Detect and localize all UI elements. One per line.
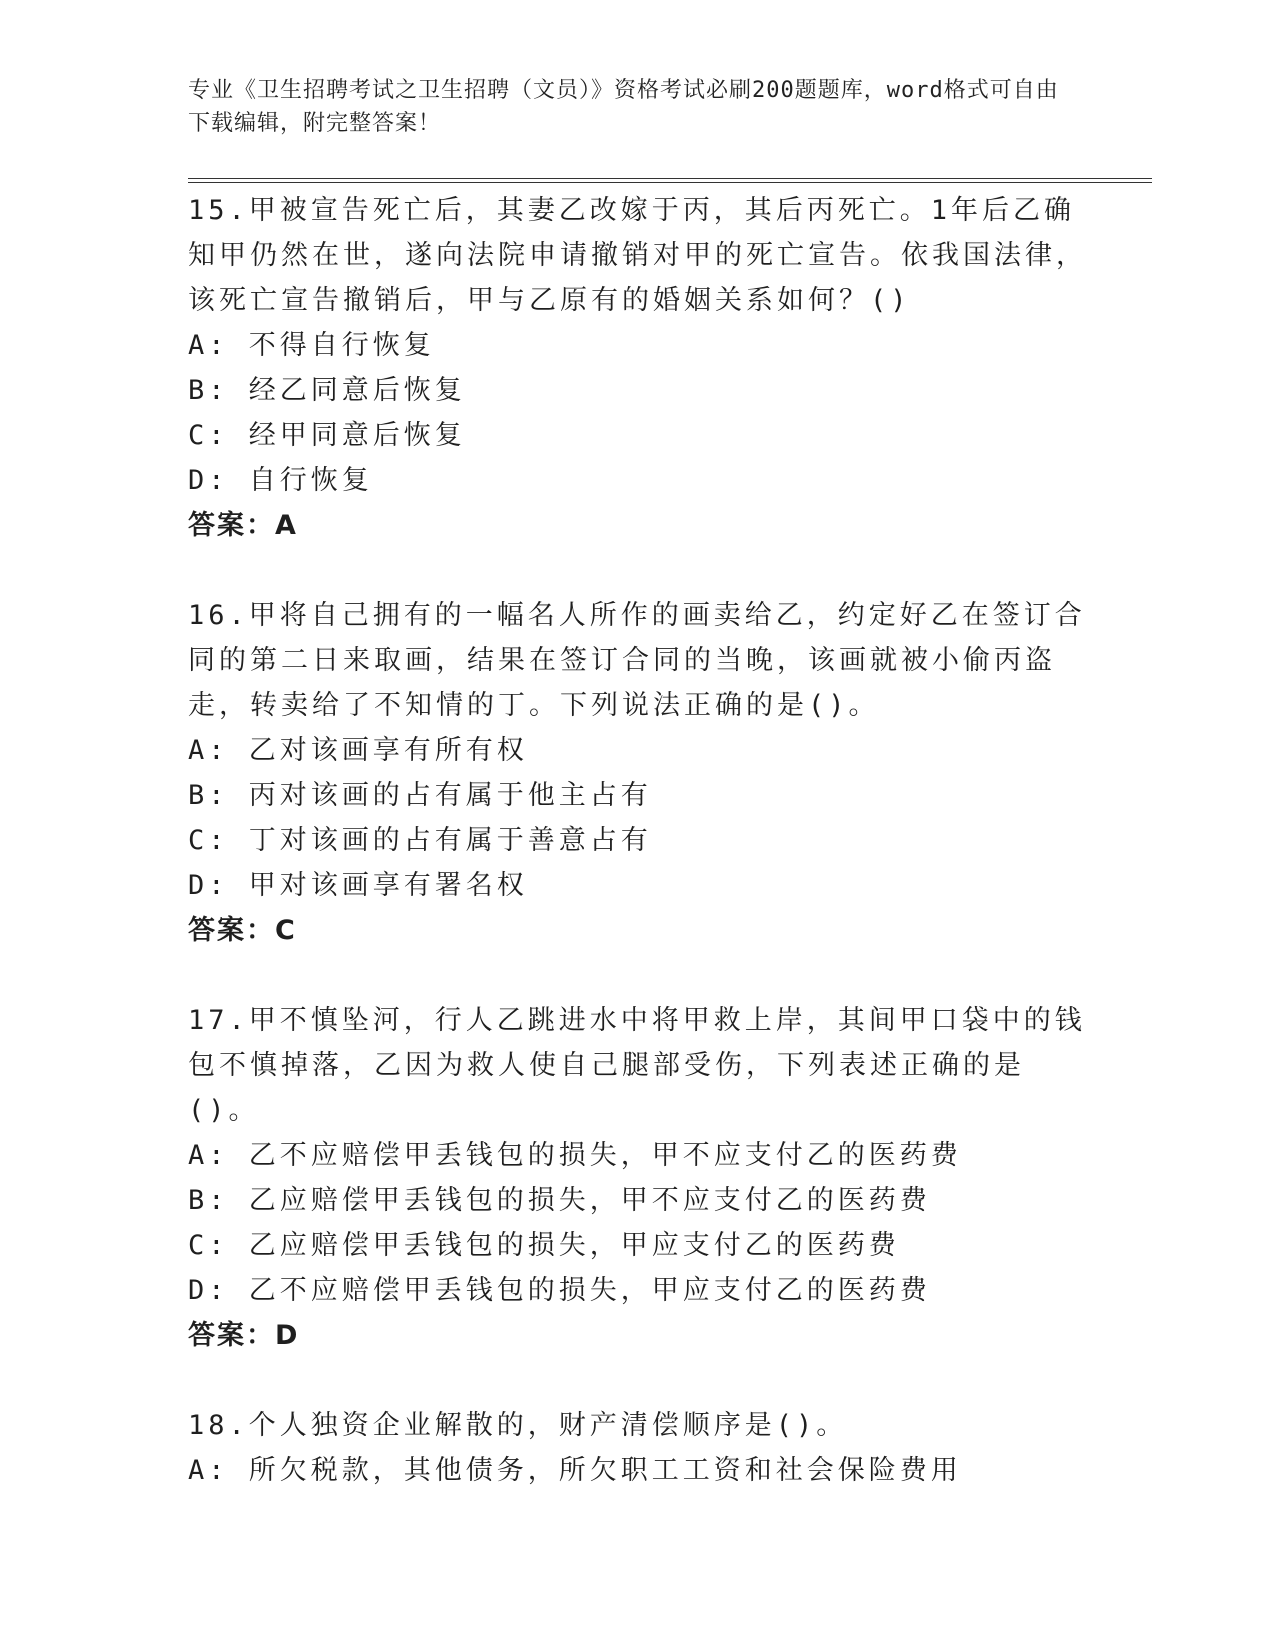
answer-line: 答案：C	[188, 915, 297, 946]
question-text: 18.个人独资企业解散的，财产清偿顺序是()。	[188, 1410, 848, 1441]
option-c: C: 经甲同意后恢复	[188, 420, 466, 451]
option-c: C: 丁对该画的占有属于善意占有	[188, 825, 652, 856]
option-a: A: 乙不应赔偿甲丢钱包的损失，甲不应支付乙的医药费	[188, 1140, 962, 1171]
question-16	[188, 593, 1088, 953]
answer-line: 答案：D	[188, 1320, 300, 1351]
question-text: 15.甲被宣告死亡后，其妻乙改嫁于丙，其后丙死亡。1年后乙确知甲仍然在世，遂向法院申请撤销对甲的死亡宣告。依我国法律，该死亡宣告撤销后，甲与乙原有的婚姻关系如何？()	[188, 195, 1087, 316]
answer-line: 答案：A	[188, 510, 298, 541]
spacer	[188, 1358, 1088, 1403]
question-list	[188, 188, 1088, 1493]
question-18	[188, 1403, 1088, 1493]
option-c: C: 乙应赔偿甲丢钱包的损失，甲应支付乙的医药费	[188, 1230, 900, 1261]
question-text: 17.甲不慎坠河，行人乙跳进水中将甲救上岸，其间甲口袋中的钱包不慎掉落，乙因为救人使自己腿部受伤，下列表述正确的是()。	[188, 1005, 1086, 1126]
document-header: 专业《卫生招聘考试之卫生招聘（文员）》资格考试必刷200题题库，word格式可自由下载编辑，附完整答案！	[188, 78, 1059, 136]
spacer	[188, 548, 1088, 593]
option-a: A: 不得自行恢复	[188, 330, 435, 361]
header-divider-top	[188, 178, 1152, 179]
spacer	[188, 953, 1088, 998]
option-b: B: 丙对该画的占有属于他主占有	[188, 780, 652, 811]
question-17	[188, 998, 1088, 1358]
header-divider-bottom	[188, 182, 1152, 183]
question-15	[188, 188, 1088, 548]
option-d: D: 甲对该画享有署名权	[188, 870, 528, 901]
option-d: D: 乙不应赔偿甲丢钱包的损失，甲应支付乙的医药费	[188, 1275, 931, 1306]
question-text: 16.甲将自己拥有的一幅名人所作的画卖给乙，约定好乙在签订合同的第二日来取画，结果在签订合同的当晚，该画就被小偷丙盗走，转卖给了不知情的丁。下列说法正确的是()。	[188, 600, 1086, 721]
option-a: A: 乙对该画享有所有权	[188, 735, 528, 766]
option-b: B: 乙应赔偿甲丢钱包的损失，甲不应支付乙的医药费	[188, 1185, 931, 1216]
option-d: D: 自行恢复	[188, 465, 373, 496]
option-b: B: 经乙同意后恢复	[188, 375, 466, 406]
option-a: A: 所欠税款，其他债务，所欠职工工资和社会保险费用	[188, 1455, 962, 1486]
